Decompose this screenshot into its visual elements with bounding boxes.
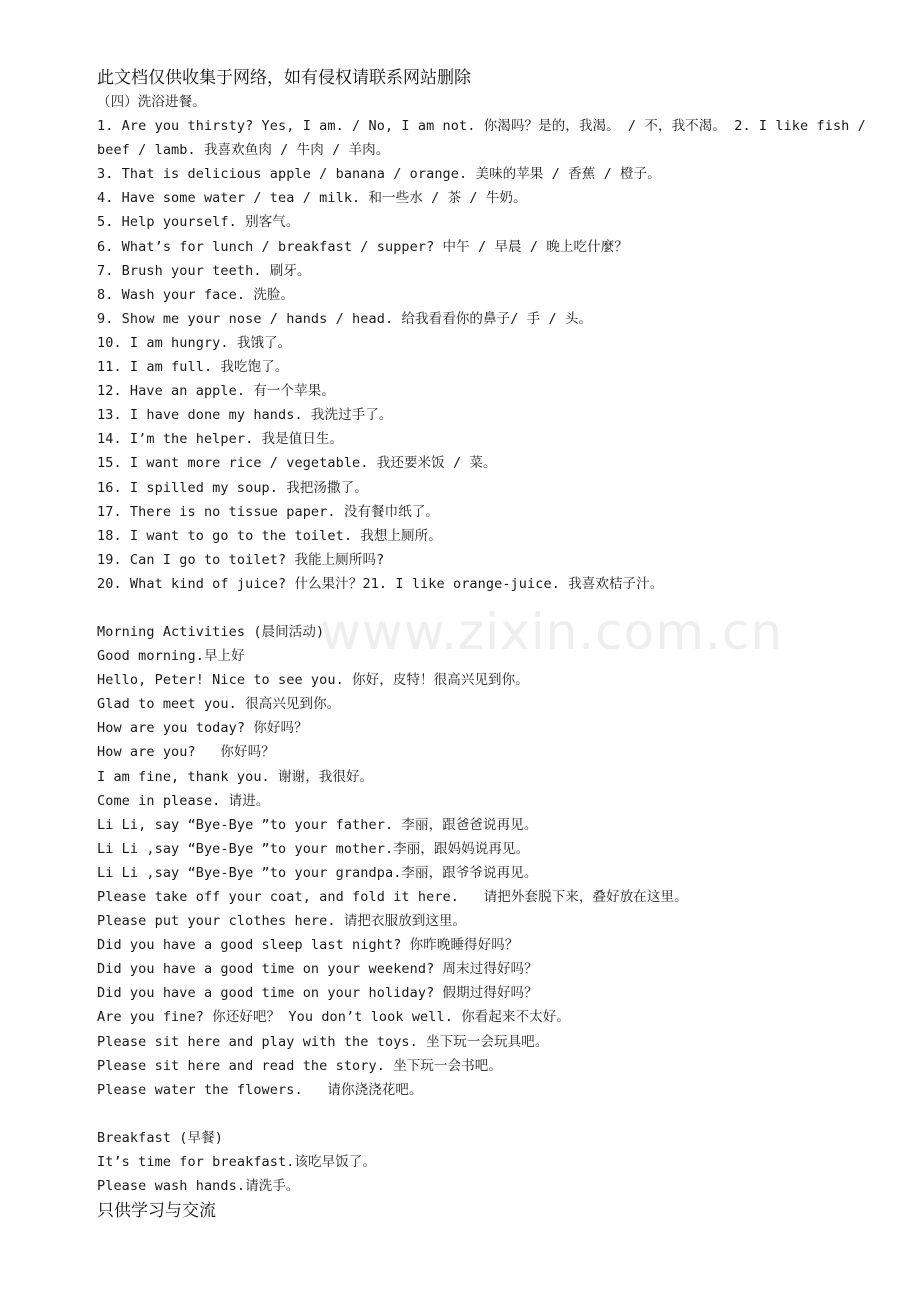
phrase-line: 15. I want more rice / vegetable. 我还要米饭 / 菜。 xyxy=(97,455,497,472)
phrase-line: Li Li ,say “Bye-Bye ”to your mother.李丽，跟妈妈说再见。 xyxy=(97,840,530,857)
phrase-line: Come in please. 请进。 xyxy=(97,792,270,809)
section-morning xyxy=(97,620,887,1102)
phrase-line: How are you today? 你好吗？ xyxy=(97,720,308,737)
phrase-line: Please take off your coat, and fold it here. 请把外套脱下来，叠好放在这里。 xyxy=(97,889,688,905)
phrase-line: 9. Show me your nose / hands / head. 给我看看你的鼻子/ 手 / 头。 xyxy=(97,310,593,327)
phrase-line: Please sit here and play with the toys. 坐下玩一会玩具吧。 xyxy=(97,1033,549,1050)
phrase-line: I am fine, thank you. 谢谢，我很好。 xyxy=(97,768,374,785)
phrase-line: 1. Are you thirsty? Yes, I am. / No, I am not. 你渴吗？是的，我渴。 / 不，我不渴。 2. I like fish / beef / lamb. 我喜欢鱼肉 / 牛肉 / 羊肉。 xyxy=(97,118,875,159)
phrase-line: Did you have a good time on your weekend? 周末过得好吗？ xyxy=(97,961,538,978)
phrase-line: Li Li ,say “Bye-Bye ”to your grandpa.李丽，跟爷爷说再见。 xyxy=(97,864,538,881)
section-breakfast xyxy=(97,1126,887,1198)
phrase-line: 13. I have done my hands. 我洗过手了。 xyxy=(97,407,393,424)
phrase-line: Are you fine? 你还好吧？ You don’t look well. 你看起来不太好。 xyxy=(97,1009,570,1026)
phrase-line: 11. I am full. 我吃饱了。 xyxy=(97,359,289,376)
section-heading: Morning Activities (晨间活动) xyxy=(97,623,325,640)
phrase-line: 8. Wash your face. 洗脸。 xyxy=(97,286,295,303)
phrase-line: 7. Brush your teeth. 刷牙。 xyxy=(97,262,311,279)
section-heading: （四）洗浴进餐。 xyxy=(97,94,206,110)
phrase-line: Did you have a good sleep last night? 你昨晚睡得好吗？ xyxy=(97,937,519,954)
header-note: 此文档仅供收集于网络，如有侵权请联系网站删除 xyxy=(97,68,471,88)
phrase-line: 4. Have some water / tea / milk. 和一些水 / 茶 / 牛奶。 xyxy=(97,190,527,207)
document-page xyxy=(97,66,887,1198)
phrase-line: 12. Have an apple. 有一个苹果。 xyxy=(97,383,335,400)
phrase-line: Please sit here and read the story. 坐下玩一会书吧。 xyxy=(97,1057,502,1074)
phrase-line: 5. Help yourself. 别客气。 xyxy=(97,214,300,231)
watermark: www.zixin.com.cn xyxy=(320,603,784,661)
phrase-line: Did you have a good time on your holiday? 假期过得好吗？ xyxy=(97,985,538,1002)
phrase-line: Hello, Peter! Nice to see you. 你好，皮特！很高兴见到你。 xyxy=(97,672,529,689)
phrase-line: Please wash hands.请洗手。 xyxy=(97,1178,300,1195)
phrase-line: 19. Can I go to toilet? 我能上厕所吗? xyxy=(97,551,385,568)
phrase-line: 10. I am hungry. 我饿了。 xyxy=(97,334,292,351)
phrase-line: It’s time for breakfast.该吃早饭了。 xyxy=(97,1153,377,1170)
phrase-line: 18. I want to go to the toilet. 我想上厕所。 xyxy=(97,527,442,544)
phrase-line: Glad to meet you. 很高兴见到你。 xyxy=(97,696,341,713)
phrase-line: Good morning.早上好 xyxy=(97,648,245,665)
section-wash xyxy=(97,90,887,596)
section-heading: Breakfast (早餐) xyxy=(97,1129,223,1146)
phrase-line: Please put your clothes here. 请把衣服放到这里。 xyxy=(97,913,467,930)
phrase-line: 20. What kind of juice? 什么果汁？21. I like orange-juice. 我喜欢桔子汁。 xyxy=(97,575,664,592)
phrase-line: Li Li, say “Bye-Bye ”to your father. 李丽，跟爸爸说再见。 xyxy=(97,816,538,833)
phrase-line: 16. I spilled my soup. 我把汤撒了。 xyxy=(97,479,368,496)
phrase-line: Please water the flowers. 请你浇浇花吧。 xyxy=(97,1081,423,1098)
footer-note: 只供学习与交流 xyxy=(97,1201,216,1221)
phrase-line: 3. That is delicious apple / banana / orange. 美味的苹果 / 香蕉 / 橙子。 xyxy=(97,166,661,183)
phrase-line: How are you? 你好吗？ xyxy=(97,744,275,761)
phrase-line: 14. I’m the helper. 我是值日生。 xyxy=(97,431,344,448)
phrase-line: 17. There is no tissue paper. 没有餐巾纸了。 xyxy=(97,503,440,520)
phrase-line: 6. What’s for lunch / breakfast / supper? 中午 / 早晨 / 晚上吃什麼？ xyxy=(97,238,628,255)
